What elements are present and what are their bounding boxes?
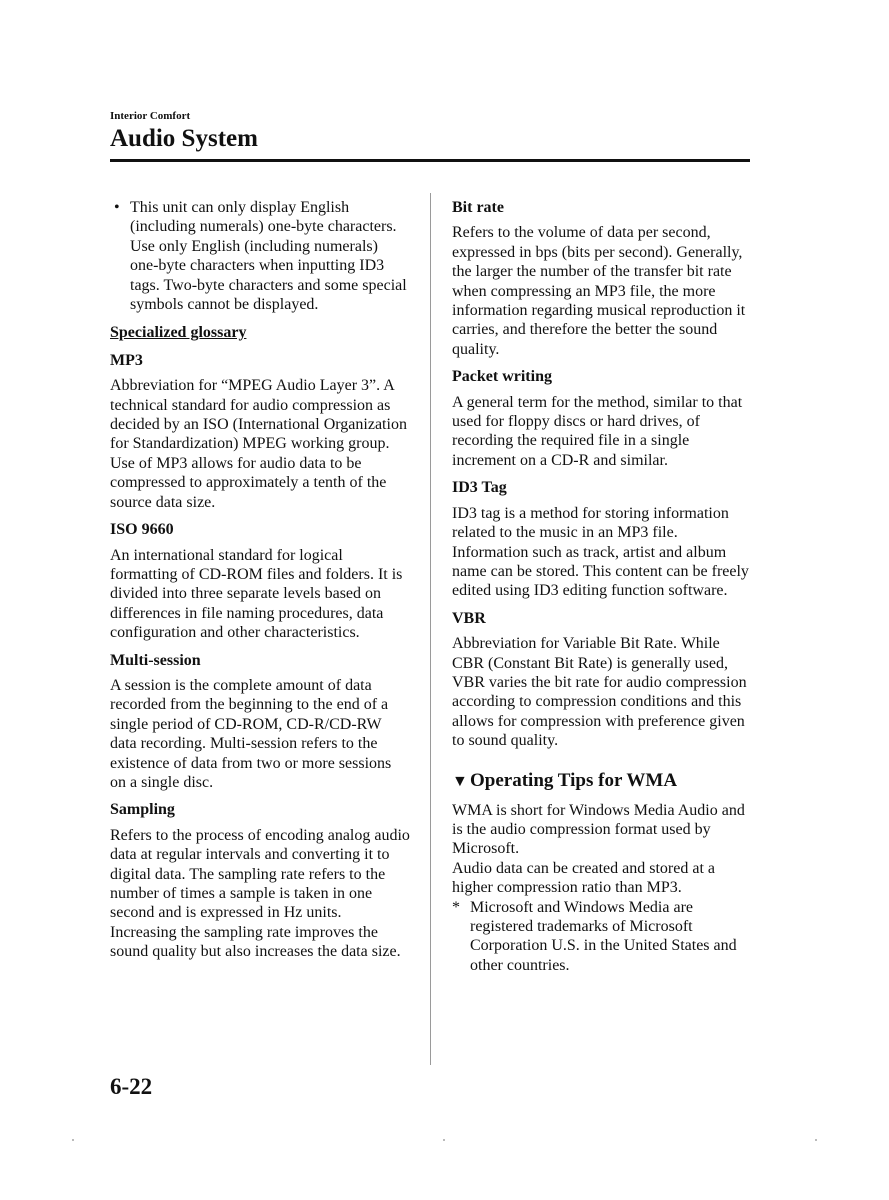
definition-mp3: Abbreviation for “MPEG Audio Layer 3”. A technical standard for audio compression as decided by an ISO (International Organization for Standardization) MPEG working group. Use of MP3 allows for audio data to be compressed to approximately a tenth of the source data size. [110,377,407,511]
term-bit-rate: Bit rate [452,199,504,216]
term-mp3: MP3 [110,351,143,369]
trademark-note [452,898,752,976]
triangle-down-icon: ▼ [452,772,468,790]
term-vbr: VBR [452,609,486,627]
asterisk-icon: * [452,898,460,916]
column-divider [430,193,431,1065]
definition-vbr: Abbreviation for Variable Bit Rate. While CBR (Constant Bit Rate) is generally used, VBR varies the bit rate for audio compression according to compression conditions and this allows for compression with preference given to sound quality. [452,635,747,750]
left-column [110,198,410,962]
term-sampling: Sampling [110,801,175,819]
bullet-text: This unit can only display English (including numerals) one-byte characters. Use only English (including numerals) one-byte characters when inputting ID3 tags. Two-byte characters and some special symbols cannot be displayed. [130,199,407,314]
right-column [452,198,752,975]
tips-paragraph-1: WMA is short for Windows Media Audio and is the audio compression format used by Microsoft. [452,801,745,858]
print-mark [72,1139,74,1141]
section-label: Interior Comfort [110,110,191,122]
print-mark [815,1139,817,1141]
trademark-note-text: Microsoft and Windows Media are registered trademarks of Microsoft Corporation U.S. in the United States and other countries. [470,898,737,974]
tips-paragraph-2: Audio data can be created and stored at a higher compression ratio than MP3. [452,859,715,897]
definition-iso-9660: An international standard for logical formatting of CD-ROM files and folders. It is divided into three separate levels based on differences in file naming procedures, data configuration and other characteristics. [110,546,403,642]
tips-heading [452,769,752,794]
bullet-item [110,198,410,314]
definition-sampling: Refers to the process of encoding analog audio data at regular intervals and converting it to digital data. The sampling rate refers to the number of times a sample is taken in one second and is expressed in Hz units. Increasing the sampling rate improves the sound quality but also increases the data size. [110,826,410,961]
term-multi-session: Multi-session [110,651,201,669]
page-number: 6-22 [110,1074,153,1099]
page-title: Audio System [110,125,258,152]
glossary-heading: Specialized glossary [110,324,247,342]
title-rule [110,159,750,162]
bullet-icon: • [114,199,120,216]
term-id3-tag: ID3 Tag [452,479,507,497]
definition-multi-session: A session is the complete amount of data recorded from the beginning to the end of a single period of CD-ROM, CD-R/CD-RW data recording. Multi-session refers to the existence of data from two or more sessions on a single disc. [110,676,392,791]
definition-bit-rate: Refers to the volume of data per second, expressed in bps (bits per second). Generally, the larger the number of the transfer bit rate when compressing an MP3 file, the more information regarding musical reproduction it carries, and therefore the better the sound quality. [452,224,746,358]
term-iso-9660: ISO 9660 [110,521,174,539]
definition-packet-writing: A general term for the method, similar to that used for floppy discs or hard drives, of recording the required file in a single increment on a CD-R and similar. [452,393,743,469]
page-header [110,110,258,154]
definition-id3-tag: ID3 tag is a method for storing information related to the music in an MP3 file. Information such as track, artist and album name can be stored. This content can be freely edited using ID3 editing function software. [452,504,749,600]
tips-heading-text: Operating Tips for WMA [470,769,678,791]
term-packet-writing: Packet writing [452,368,552,386]
print-mark [443,1139,445,1141]
